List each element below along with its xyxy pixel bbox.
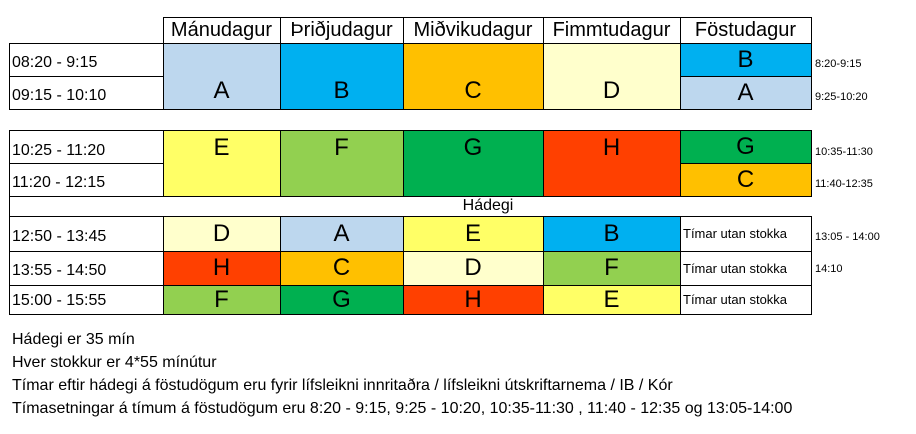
note-block-length: Hver stokkur er 4*55 mínútur [12,354,217,371]
time-label: 15:00 - 15:55 [12,291,107,309]
slot-b2-fri-2: C [680,163,811,196]
grid-line [9,130,812,131]
grid-line [280,130,281,196]
note-friday-times: Tímasetningar á tímum á föstudögum eru 8:20 - 9:15, 9:25 - 10:20, 10:35-11:30 , 11:40 - 12:35 og 13:05-14:00 [12,400,793,417]
friday-outside-blocks: Tímar utan stokka [683,292,788,307]
grid-line [9,216,812,217]
grid-line [680,130,681,196]
grid-line [680,76,812,77]
grid-line [280,216,281,314]
time-label: 13:55 - 14:50 [12,262,107,279]
header-day-5: Föstudagur [694,18,797,41]
header-day-4: Fimmtudagur [552,18,671,41]
grid-line [543,130,544,196]
grid-line [9,285,812,286]
slot-b2-tue: F [280,130,403,196]
grid-line [543,17,544,109]
slot-b2-fri-1: G [680,130,811,163]
friday-side-time: 10:35-11:30 [815,146,873,158]
grid-line [9,76,163,77]
time-label: 08:20 - 9:15 [12,53,98,71]
friday-outside-blocks: Tímar utan stokka [683,226,788,241]
note-lunch-duration: Hádegi er 35 mín [12,331,135,348]
slot-r6-wed: D [403,251,543,285]
grid-line [280,17,281,109]
header-day-1: Mánudagur [170,18,273,41]
slot-r7-tue: G [280,285,403,314]
grid-line [811,17,812,109]
header-day-3: Miðvikudagur [413,18,533,41]
slot-b1-wed: C [403,43,543,109]
grid-line [9,43,10,109]
header-day-2: Þriðjudagur [290,18,393,41]
grid-line [163,216,164,314]
grid-line [9,130,10,314]
grid-line [403,216,404,314]
grid-line [403,130,404,196]
slot-b1-thu: D [543,43,680,109]
grid-line [163,17,164,109]
grid-line [811,130,812,196]
slot-r7-wed: H [403,285,543,314]
grid-line [9,43,812,44]
time-label: 12:50 - 13:45 [12,227,107,245]
grid-line [9,109,812,110]
grid-line [163,130,164,196]
slot-b1-fri-1: B [680,43,811,76]
grid-line [9,163,163,164]
slot-b1-tue: B [280,43,403,109]
slot-r5-tue: A [280,216,403,251]
grid-line [403,17,404,109]
time-label: 09:15 - 10:10 [12,86,107,104]
slot-r5-mon: D [163,216,280,251]
grid-line [680,163,812,164]
grid-line [680,17,681,109]
grid-line [811,216,812,314]
friday-side-time: 11:40-12:35 [815,178,873,190]
friday-outside-blocks: Tímar utan stokka [683,260,788,276]
slot-r7-thu: E [543,285,680,314]
slot-b2-mon: E [163,130,280,196]
note-friday-afternoon: Tímar eftir hádegi á föstudögum eru fyrir lífsleikni innritaðra / lífsleikni útskriftarnema / IB / Kór [12,377,673,394]
slot-r6-tue: C [280,251,403,285]
grid-line [9,314,812,315]
grid-line [163,17,812,18]
friday-side-time: 8:20-9:15 [815,58,862,70]
slot-r6-thu: F [543,251,680,285]
grid-line [9,196,812,197]
slot-b2-wed: G [403,130,543,196]
slot-b2-thu: H [543,130,680,196]
time-label: 10:25 - 11:20 [12,141,106,159]
slot-b1-fri-2: A [680,76,811,109]
slot-b1-mon: A [163,43,280,109]
friday-side-time: 13:05 - 14:00 [815,231,880,243]
time-label: 11:20 - 12:15 [12,173,106,191]
grid-line [9,251,812,252]
slot-r5-thu: B [543,216,680,251]
slot-r6-mon: H [163,251,280,285]
slot-r5-wed: E [403,216,543,251]
grid-line [680,216,681,314]
friday-side-time: 9:25-10:20 [815,91,868,103]
friday-side-time: 14:10 [815,263,843,275]
lunch-label: Hádegi [462,197,514,214]
slot-r7-mon: F [163,285,280,314]
grid-line [543,216,544,314]
